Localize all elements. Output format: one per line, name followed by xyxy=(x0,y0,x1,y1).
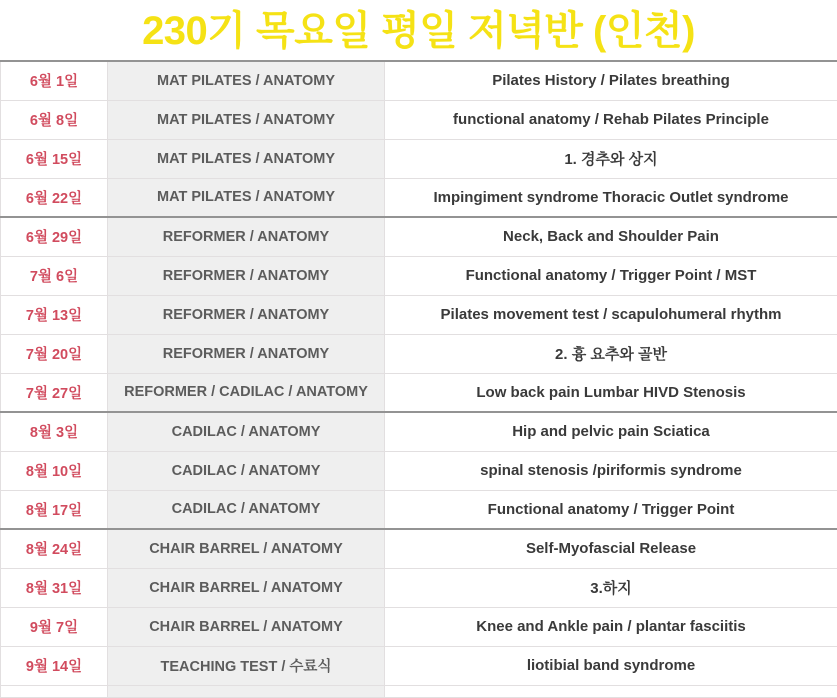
row-course: MAT PILATES / ANATOMY xyxy=(108,100,385,139)
row-empty-cell xyxy=(385,685,837,697)
table-row xyxy=(1,295,837,334)
row-date: 9월 14일 xyxy=(1,646,108,685)
row-course: REFORMER / CADILAC / ANATOMY xyxy=(108,373,385,412)
row-course: TEACHING TEST / 수료식 xyxy=(108,646,385,685)
row-date: 8월 3일 xyxy=(1,412,108,451)
table-row xyxy=(1,568,837,607)
row-course: CHAIR BARREL / ANATOMY xyxy=(108,607,385,646)
row-course: REFORMER / ANATOMY xyxy=(108,256,385,295)
table-row xyxy=(1,100,837,139)
table-row xyxy=(1,373,837,412)
row-date: 6월 29일 xyxy=(1,217,108,256)
row-topic: Impingiment syndrome Thoracic Outlet syndrome xyxy=(385,178,837,217)
row-course: MAT PILATES / ANATOMY xyxy=(108,139,385,178)
row-date: 8월 24일 xyxy=(1,529,108,568)
row-date: 6월 1일 xyxy=(1,61,108,100)
page-title: 230기 목요일 평일 저녁반 (인천) xyxy=(0,0,837,60)
row-empty-cell xyxy=(108,685,385,697)
row-topic: spinal stenosis /piriformis syndrome xyxy=(385,451,837,490)
row-course: REFORMER / ANATOMY xyxy=(108,295,385,334)
row-topic: Functional anatomy / Trigger Point xyxy=(385,490,837,529)
row-topic: Self-Myofascial Release xyxy=(385,529,837,568)
table-row xyxy=(1,334,837,373)
row-topic: 3.하지 xyxy=(385,568,837,607)
schedule-table-body xyxy=(1,61,837,697)
row-date: 6월 15일 xyxy=(1,139,108,178)
row-date: 8월 10일 xyxy=(1,451,108,490)
row-date: 7월 27일 xyxy=(1,373,108,412)
table-row xyxy=(1,607,837,646)
row-course: CADILAC / ANATOMY xyxy=(108,451,385,490)
row-topic: functional anatomy / Rehab Pilates Principle xyxy=(385,100,837,139)
row-course: REFORMER / ANATOMY xyxy=(108,217,385,256)
row-topic: Functional anatomy / Trigger Point / MST xyxy=(385,256,837,295)
row-topic: Neck, Back and Shoulder Pain xyxy=(385,217,837,256)
row-date: 9월 7일 xyxy=(1,607,108,646)
table-row xyxy=(1,61,837,100)
row-date: 7월 13일 xyxy=(1,295,108,334)
row-topic: liotibial band syndrome xyxy=(385,646,837,685)
row-date: 7월 20일 xyxy=(1,334,108,373)
table-row xyxy=(1,217,837,256)
row-course: MAT PILATES / ANATOMY xyxy=(108,178,385,217)
row-course: CADILAC / ANATOMY xyxy=(108,490,385,529)
row-course: CADILAC / ANATOMY xyxy=(108,412,385,451)
table-row xyxy=(1,412,837,451)
row-topic: 1. 경추와 상지 xyxy=(385,139,837,178)
row-topic: Pilates History / Pilates breathing xyxy=(385,61,837,100)
table-row xyxy=(1,178,837,217)
table-row xyxy=(1,490,837,529)
table-row xyxy=(1,685,837,697)
row-course: CHAIR BARREL / ANATOMY xyxy=(108,568,385,607)
table-row xyxy=(1,646,837,685)
table-row xyxy=(1,451,837,490)
row-date: 6월 22일 xyxy=(1,178,108,217)
schedule-table xyxy=(0,60,837,698)
row-course: MAT PILATES / ANATOMY xyxy=(108,61,385,100)
table-row xyxy=(1,139,837,178)
row-topic: 2. 흉 요추와 골반 xyxy=(385,334,837,373)
row-date: 7월 6일 xyxy=(1,256,108,295)
row-date: 8월 31일 xyxy=(1,568,108,607)
row-course: CHAIR BARREL / ANATOMY xyxy=(108,529,385,568)
row-date: 6월 8일 xyxy=(1,100,108,139)
table-row xyxy=(1,256,837,295)
row-topic: Knee and Ankle pain / plantar fasciitis xyxy=(385,607,837,646)
row-course: REFORMER / ANATOMY xyxy=(108,334,385,373)
table-row xyxy=(1,529,837,568)
row-topic: Hip and pelvic pain Sciatica xyxy=(385,412,837,451)
row-topic: Low back pain Lumbar HIVD Stenosis xyxy=(385,373,837,412)
row-date: 8월 17일 xyxy=(1,490,108,529)
row-empty-cell xyxy=(1,685,108,697)
row-topic: Pilates movement test / scapulohumeral rhythm xyxy=(385,295,837,334)
